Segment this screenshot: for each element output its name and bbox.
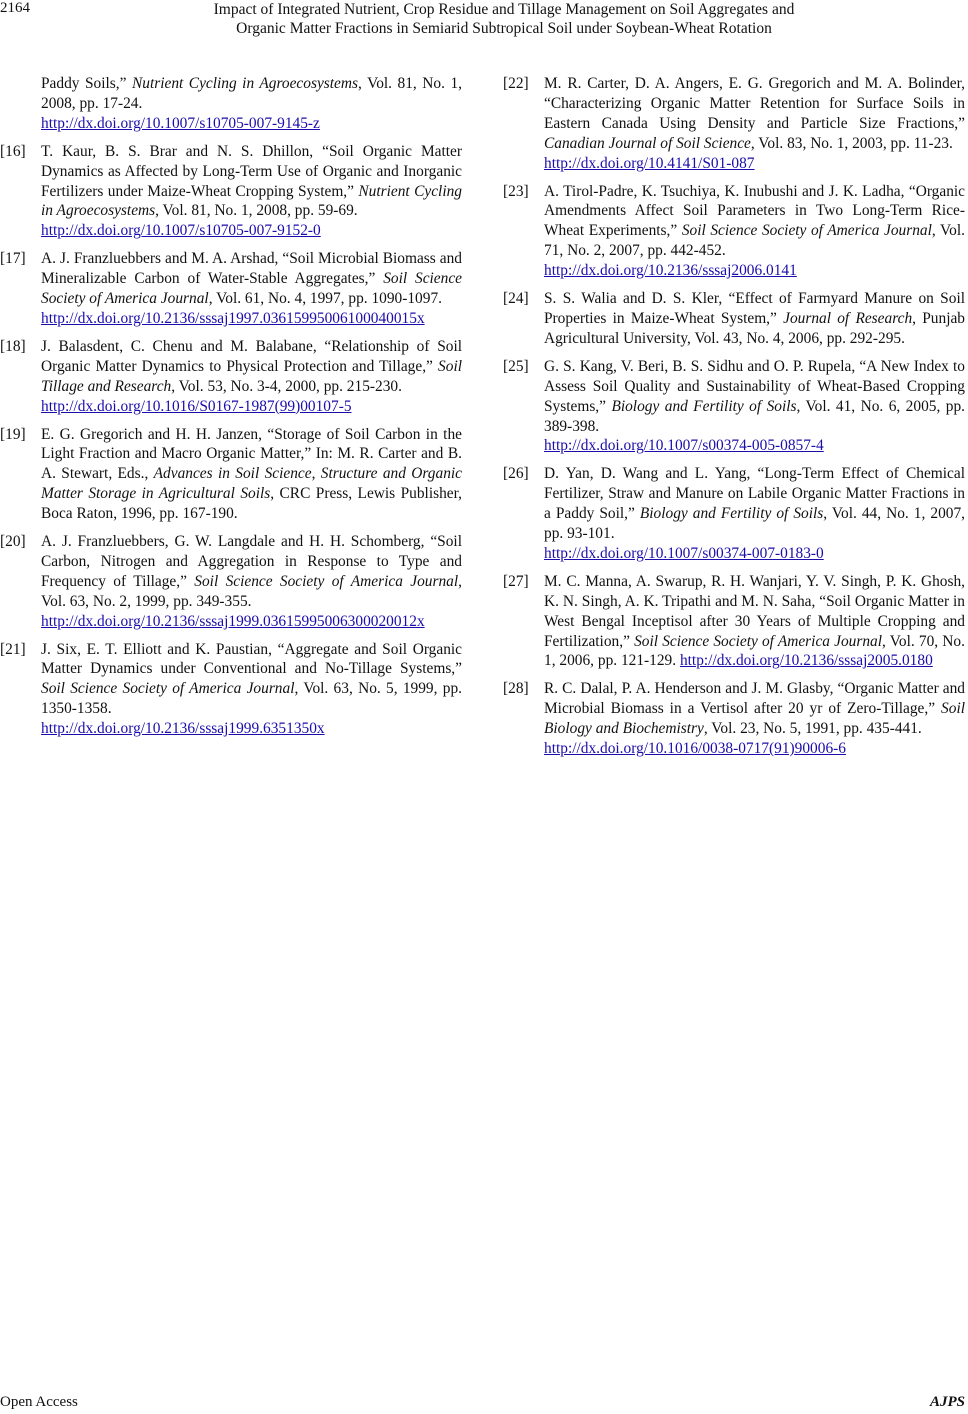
reference-text: A. Tirol-Padre, K. Tsuchiya, K. Inubushi and J. K. Ladha, “Organic Amendments Affect Soil Parameters in Two Long-Term Rice-Wheat Experiments,” (544, 182, 965, 240)
reference-number: [27] (503, 572, 529, 590)
left-column (0, 74, 462, 747)
reference-text: D. Yan, D. Wang and L. Yang, “Long-Term Effect of Chemical Fertilizer, Straw and Manure on Labile Organic Matter Fractions in a Paddy Soil,” (544, 465, 965, 523)
reference-journal: Soil Science Society of America Journal (41, 680, 295, 698)
reference-doi-link[interactable]: http://dx.doi.org/10.2136/sssaj1999.03615995006300020012x (41, 612, 425, 630)
reference-details: , Punjab Agricultural University, Vol. 43, No. 4, 2006, pp. 292-295. (544, 309, 966, 347)
reference-doi-link[interactable]: http://dx.doi.org/10.2136/sssaj1999.6351350x (41, 720, 325, 738)
reference-journal: Soil Science Society of America Journal (41, 270, 462, 308)
reference-details: , Vol. 70, No. 1, 2006, pp. 121-129. (544, 632, 965, 670)
reference-18 (0, 337, 462, 417)
reference-journal: Nutrient Cycling in Agroecosystems (131, 75, 358, 92)
reference-doi-link[interactable]: http://dx.doi.org/10.2136/sssaj1997.03615995006100040015x (41, 309, 425, 327)
reference-text: J. Six, E. T. Elliott and K. Paustian, “Aggregate and Soil Organic Matter Dynamics under Conventional and No-Tillage Systems,” (41, 640, 462, 678)
reference-doi-link[interactable]: http://dx.doi.org/10.4141/S01-087 (544, 154, 755, 172)
reference-27 (503, 572, 965, 672)
reference-details: , Vol. 53, No. 3-4, 2000, pp. 215-230. (171, 377, 402, 395)
reference-book-title: Structure and Organic Matter Storage in Agricultural Soils (41, 465, 462, 503)
reference-journal: Soil Science Society of America Journal (681, 222, 932, 240)
reference-28 (503, 679, 965, 759)
reference-doi-link[interactable]: http://dx.doi.org/10.1007/s00374-005-0857-4 (544, 437, 824, 455)
reference-text: J. Balasdent, C. Chenu and M. Balabane, “Relationship of Soil Organic Matter Dynamics to Physical Protection and Tillage,” (41, 337, 462, 375)
footer-open-access: Open Access (0, 1394, 78, 1410)
reference-21 (0, 640, 462, 740)
reference-23 (503, 182, 965, 282)
reference-number: [28] (503, 680, 529, 698)
reference-journal: Soil Biology and Biochemistry (544, 700, 965, 738)
reference-number: [21] (0, 640, 26, 658)
reference-number: [25] (503, 357, 529, 375)
reference-details: , Vol. 23, No. 5, 1991, pp. 435-441. (703, 720, 922, 738)
footer-journal-abbrev: AJPS (929, 1394, 965, 1410)
reference-text: R. C. Dalal, P. A. Henderson and J. M. Glasby, “Organic Matter and Microbial Biomass in a Vertisol after 20 yr of Zero-Tillage,” (544, 680, 965, 718)
reference-details: , Vol. 71, No. 2, 2007, pp. 442-452. (544, 222, 966, 260)
reference-text: M. C. Manna, A. Swarup, R. H. Wanjari, Y. V. Singh, P. K. Ghosh, K. N. Singh, A. K. Tripathi and M. N. Saha, “Soil Organic Matter in West Bengal Inceptisol after 30 Years of Multiple Cropping and Fertilization,” (544, 572, 965, 650)
reference-journal: Soil Science Society of America Journal (194, 572, 459, 590)
reference-journal: Nutrient Cycling in Agroecosystems (41, 182, 462, 220)
reference-number: [26] (503, 465, 529, 483)
reference-19 (0, 425, 462, 525)
reference-number: [23] (503, 182, 529, 200)
running-title (100, 0, 908, 38)
running-title-line-2: Organic Matter Fractions in Semiarid Subtropical Soil under Soybean-Wheat Rotation (236, 20, 772, 37)
reference-16 (0, 142, 462, 242)
reference-details: , CRC Press, Lewis Publisher, Boca Raton, 1996, pp. 167-190. (41, 485, 462, 523)
reference-doi-link[interactable]: http://dx.doi.org/10.2136/sssaj2006.0141 (544, 262, 797, 280)
reference-25 (503, 357, 965, 457)
reference-number: [17] (0, 250, 26, 268)
reference-details: , Vol. 63, No. 2, 1999, pp. 349-355. (41, 572, 462, 610)
reference-text: S. S. Walia and D. S. Kler, “Effect of Farmyard Manure on Soil Properties in Maize-Wheat System,” (544, 290, 965, 327)
reference-continuation (0, 74, 462, 134)
reference-text: T. Kaur, B. S. Brar and N. S. Dhillon, “Soil Organic Matter Dynamics as Affected by Long-Term Use of Organic and Inorganic Fertilizers under Maize-Wheat Cropping System,” (41, 142, 462, 200)
reference-number: [19] (0, 425, 26, 443)
reference-number: [18] (0, 337, 26, 355)
reference-details: , Vol. 83, No. 1, 2003, pp. 11-23. (750, 134, 953, 152)
reference-26 (503, 464, 965, 564)
reference-separator: , (311, 465, 321, 483)
reference-doi-link[interactable]: http://dx.doi.org/10.1016/0038-0717(91)90006-6 (544, 740, 846, 758)
reference-doi-link[interactable]: http://dx.doi.org/10.1007/s10705-007-9152-0 (41, 222, 321, 240)
reference-text: A. J. Franzluebbers, G. W. Langdale and H. H. Schomberg, “Soil Carbon, Nitrogen and Aggregation in Response to Type and Frequency of Tillage,” (41, 533, 462, 590)
reference-20 (0, 532, 462, 632)
reference-details: , Vol. 41, No. 6, 2005, pp. 389-398. (544, 397, 965, 435)
reference-text: G. S. Kang, V. Beri, B. S. Sidhu and O. P. Rupela, “A New Index to Assess Soil Quality and Sustainability of Wheat-Based Cropping Systems,” (544, 357, 965, 415)
reference-details: , Vol. 61, No. 4, 1997, pp. 1090-1097. (208, 290, 442, 308)
reference-doi-link[interactable]: http://dx.doi.org/10.1007/s10705-007-9145-z (41, 114, 320, 132)
reference-text: A. J. Franzluebbers and M. A. Arshad, “Soil Microbial Biomass and Mineralizable Carbon of Water-Stable Aggregates,” (41, 250, 462, 288)
reference-24 (503, 289, 965, 349)
running-title-line-1: Impact of Integrated Nutrient, Crop Residue and Tillage Management on Soil Aggregates and (213, 1, 795, 18)
reference-number: [24] (503, 290, 529, 308)
reference-22 (503, 74, 965, 174)
reference-details: , Vol. 63, No. 5, 1999, pp. 1350-1358. (41, 680, 462, 718)
reference-number: [16] (0, 142, 26, 160)
reference-journal: Soil Science Society of America Journal (634, 632, 883, 650)
reference-details: , Vol. 81, No. 1, 2008, pp. 59-69. (155, 202, 358, 220)
right-column (503, 74, 965, 767)
reference-details: , Vol. 81, No. 1, 2008, pp. 17-24. (41, 75, 462, 112)
reference-journal: Canadian Journal of Soil Science (544, 134, 751, 152)
reference-number: [20] (0, 533, 26, 551)
reference-journal: Soil Tillage and Research (41, 357, 462, 395)
reference-text: E. G. Gregorich and H. H. Janzen, “Storage of Soil Carbon in the Light Fraction and Macro Organic Matter,” In: M. R. Carter and B. A. Stewart, Eds., (41, 425, 462, 483)
reference-text: Paddy Soils,” (41, 75, 132, 92)
page-number: 2164 (0, 0, 30, 16)
reference-doi-link[interactable]: http://dx.doi.org/10.2136/sssaj2005.0180 (679, 652, 933, 670)
reference-17 (0, 249, 462, 329)
reference-journal: Biology and Fertility of Soils (639, 505, 824, 523)
reference-journal: Advances in Soil Science (153, 465, 312, 483)
reference-details: , Vol. 44, No. 1, 2007, pp. 93-101. (544, 505, 965, 543)
reference-number: [22] (503, 75, 529, 92)
reference-doi-link[interactable]: http://dx.doi.org/10.1007/s00374-007-0183-0 (544, 544, 824, 562)
reference-journal: Biology and Fertility of Soils (611, 397, 797, 415)
reference-text: M. R. Carter, D. A. Angers, E. G. Gregorich and M. A. Bolinder, “Characterizing Organic Matter Retention for Surface Soils in Eastern Canada Using Density and Particle Size Fractions,” (544, 75, 965, 132)
reference-doi-link[interactable]: http://dx.doi.org/10.1016/S0167-1987(99)00107-5 (41, 397, 352, 415)
reference-journal: Journal of Research (783, 309, 913, 327)
